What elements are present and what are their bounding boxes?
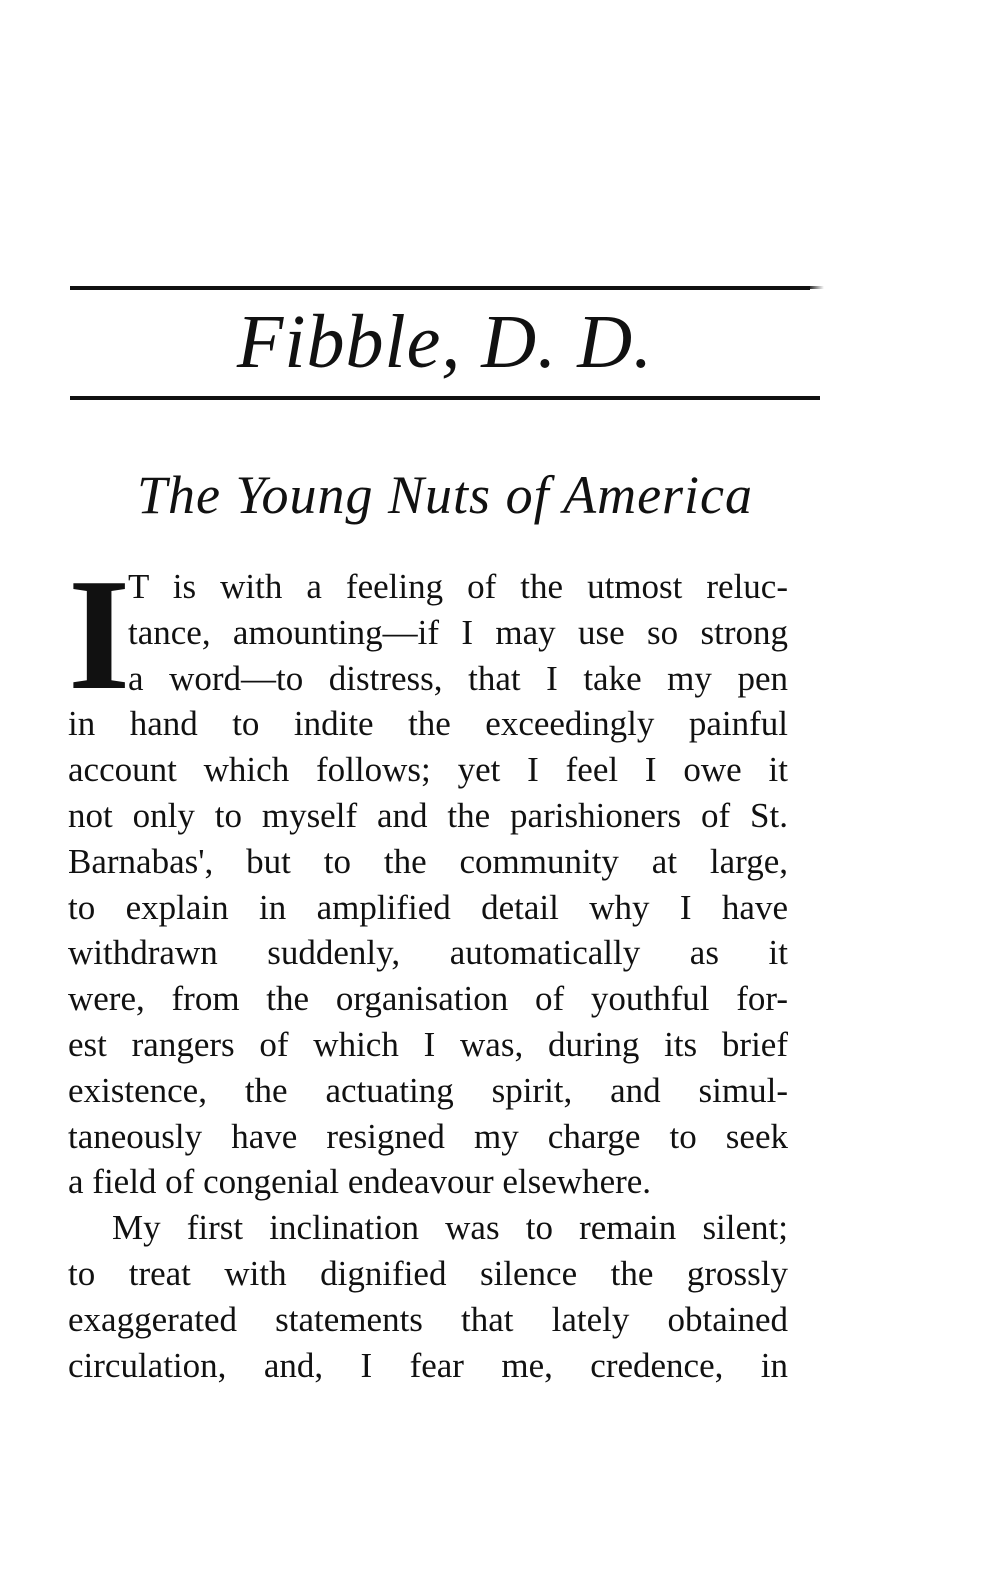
text-line: Barnabas', but to the community at large, <box>68 841 788 881</box>
text-line: existence, the actuating spirit, and simul- <box>68 1070 788 1110</box>
text-line: in hand to indite the exceedingly painful <box>68 704 788 744</box>
text-line: to explain in amplified detail why I have <box>68 887 788 927</box>
text-line: exaggerated statements that lately obtained <box>68 1299 788 1339</box>
text-line: tance, amounting—if I may use so strong <box>128 612 788 652</box>
text-line: not only to myself and the parishioners of St. <box>68 795 788 835</box>
text-line: withdrawn suddenly, automatically as it <box>68 933 788 973</box>
text-line: account which follows; yet I feel I owe it <box>68 750 788 790</box>
text-line: a word—to distress, that I take my pen <box>128 658 788 698</box>
bottom-rule <box>70 396 820 400</box>
text-line: a field of congenial endeavour elsewhere. <box>68 1162 652 1202</box>
text-line: est rangers of which I was, during its brief <box>68 1024 788 1064</box>
text-line: My first inclination was to remain silent; <box>112 1208 788 1248</box>
text-line: were, from the organisation of youthful for- <box>68 979 788 1019</box>
text-line: T is with a feeling of the utmost reluc- <box>128 567 788 606</box>
body-text <box>68 545 788 1388</box>
text-line: to treat with dignified silence the grossly <box>68 1253 788 1293</box>
chapter-title: The Young Nuts of America <box>136 465 754 525</box>
top-rule <box>70 286 810 290</box>
text-line: taneously have resigned my charge to seek <box>68 1116 788 1156</box>
drop-cap: I <box>68 545 131 723</box>
text-line: circulation, and, I fear me, credence, in <box>68 1345 788 1385</box>
book-title: Fibble, D. D. <box>236 300 654 384</box>
